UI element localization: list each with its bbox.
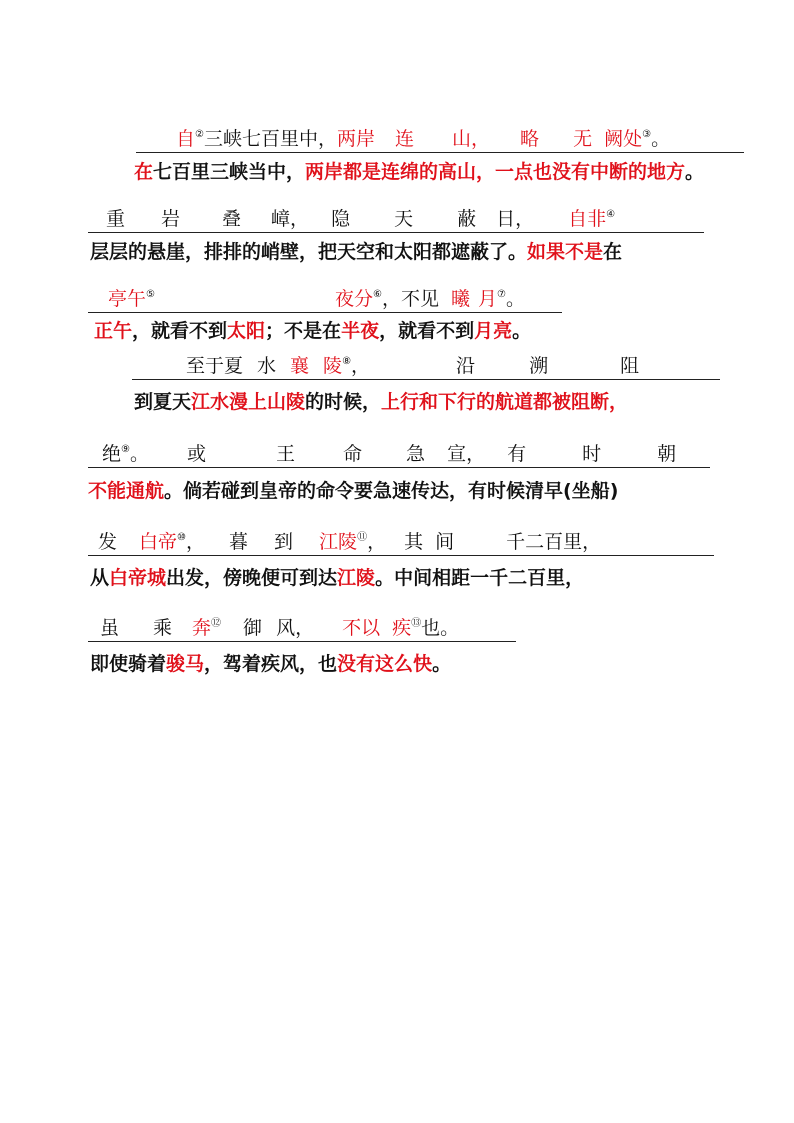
translation-segment: 。: [512, 320, 532, 342]
footnote-marker: ③: [642, 129, 652, 140]
translation-line-5: [88, 479, 618, 503]
original-word: 沿: [456, 355, 476, 377]
translation-segment: 骏马: [166, 653, 205, 675]
original-word: 自: [176, 128, 196, 150]
original-word: 疾: [392, 617, 412, 639]
original-word: 到: [274, 531, 294, 553]
original-line-4: [186, 354, 639, 378]
translation-segment: 不能通航: [88, 480, 165, 502]
translation-segment: 正午: [94, 320, 133, 342]
translation-segment: 两岸都是连绵的高山，一点也没有中断的地方: [305, 161, 686, 183]
original-word: 阻: [620, 355, 640, 377]
translation-segment: 月亮: [474, 320, 513, 342]
footnote-marker: ②: [195, 129, 204, 140]
original-line-1: [176, 127, 670, 151]
original-word: 。: [129, 443, 149, 465]
footnote-marker: ⑥: [373, 289, 382, 300]
original-word: 朝: [657, 443, 677, 465]
translation-segment: 层层的悬崖，排排的峭壁，把天空和太阳都遮蔽了。: [90, 241, 528, 263]
original-word: 白帝: [139, 531, 178, 553]
translation-line-6: [90, 566, 584, 590]
original-word: 奔: [192, 617, 212, 639]
translation-line-1: [134, 160, 704, 184]
original-word: 三峡七百里中，: [203, 128, 337, 150]
original-word: 王: [276, 443, 296, 465]
original-word: 自非: [568, 208, 607, 230]
original-line-7: [100, 616, 459, 640]
original-word: ，: [351, 355, 371, 377]
translation-line-2: [90, 240, 622, 264]
original-line-3: [108, 287, 525, 311]
original-word: 暮: [229, 531, 249, 553]
translation-segment: ；不是在: [265, 320, 342, 342]
original-line-6: [98, 530, 601, 554]
original-word: 亭午: [108, 288, 147, 310]
original-line-5: [102, 442, 676, 466]
original-word: 虽: [100, 617, 120, 639]
original-word: 夜分: [334, 288, 373, 310]
original-word: 风，: [276, 617, 315, 639]
translation-segment: 如果不是: [527, 241, 604, 263]
translation-segment: 出发，傍晚便可到达: [166, 567, 338, 589]
original-word: 陵: [323, 355, 343, 377]
original-word: 有: [507, 443, 527, 465]
original-word: 叠: [222, 208, 242, 230]
original-word: 急: [406, 443, 426, 465]
translation-segment: 从: [90, 567, 110, 589]
translation-segment: 太阳: [227, 320, 266, 342]
translation-segment: 半夜: [341, 320, 380, 342]
original-word: 间: [435, 531, 455, 553]
underline-rule: [88, 555, 714, 556]
original-word: 日，: [496, 208, 535, 230]
original-word: 阙处: [604, 128, 643, 150]
translation-segment: 江陵: [337, 567, 376, 589]
original-word: 时: [582, 443, 602, 465]
original-word: 江陵: [319, 531, 358, 553]
original-word: 水: [257, 355, 277, 377]
original-word: 。: [505, 288, 525, 310]
original-word: 绝: [102, 443, 122, 465]
translation-segment: 。倘若碰到皇帝的命令要急速传达，有时候清早(坐船): [164, 480, 619, 502]
original-word: 其: [404, 531, 424, 553]
translation-segment: 的时候，: [305, 391, 382, 413]
original-word: 千二百里，: [506, 531, 602, 553]
original-word: 襄: [290, 355, 310, 377]
underline-rule: [136, 152, 744, 153]
translation-segment: 。: [685, 161, 705, 183]
footnote-marker: ⑤: [146, 289, 155, 300]
original-word: 山，: [452, 128, 491, 150]
original-word: 不以: [342, 617, 381, 639]
translation-segment: 没有这么快: [337, 653, 433, 675]
original-word: 隐: [331, 208, 351, 230]
original-word: 嶂，: [271, 208, 310, 230]
original-word: 曦: [450, 288, 470, 310]
translation-segment: 在: [603, 241, 623, 263]
original-word: 略: [520, 128, 540, 150]
original-word: 蔽: [457, 208, 477, 230]
original-word: 。: [651, 128, 671, 150]
translation-segment: ，就看不到: [379, 320, 475, 342]
translation-line-3: [94, 319, 531, 343]
original-word: 天: [394, 208, 414, 230]
translation-segment: ，就看不到: [132, 320, 228, 342]
original-word: 乘: [153, 617, 173, 639]
original-word: 无: [573, 128, 593, 150]
original-word: 御: [243, 617, 263, 639]
original-word: 溯: [529, 355, 549, 377]
original-word: ，: [186, 531, 206, 553]
footnote-marker: ⑬: [411, 618, 422, 629]
original-word: ，不见: [381, 288, 439, 310]
translation-segment: 。中间相距一千二百里，: [375, 567, 585, 589]
translation-segment: 即使骑着: [90, 653, 167, 675]
translation-segment: 到夏天: [134, 391, 192, 413]
translation-line-7: [90, 652, 451, 676]
original-word: 或: [187, 443, 207, 465]
original-word: 至于夏: [186, 355, 244, 377]
footnote-marker: ⑧: [342, 356, 352, 367]
underline-rule: [88, 312, 562, 313]
original-line-2: [106, 207, 615, 231]
translation-segment: 七百里三峡当中，: [153, 161, 306, 183]
original-word: 也。: [421, 617, 460, 639]
original-word: 岩: [161, 208, 181, 230]
original-word: 命: [343, 443, 363, 465]
underline-rule: [88, 467, 710, 468]
footnote-marker: ⑨: [121, 444, 130, 455]
original-word: 两岸: [337, 128, 376, 150]
underline-rule: [88, 641, 516, 642]
footnote-marker: ⑩: [177, 532, 186, 543]
underline-rule: [132, 379, 720, 380]
translation-segment: 。: [432, 653, 452, 675]
translation-segment: 在: [134, 161, 154, 183]
original-word: 重: [106, 208, 126, 230]
translation-segment: 江水漫上山陵: [191, 391, 306, 413]
translation-segment: 上行和下行的航道都被阻断，: [381, 391, 629, 413]
original-word: 宣，: [447, 443, 486, 465]
footnote-marker: ⑦: [497, 289, 506, 300]
underline-rule: [88, 232, 704, 233]
translation-segment: ，驾着疾风，也: [204, 653, 338, 675]
footnote-marker: ⑪: [357, 532, 368, 543]
footnote-marker: ⑫: [211, 618, 222, 629]
original-word: 月: [478, 288, 498, 310]
translation-line-4: [134, 390, 628, 414]
translation-segment: 白帝城: [109, 567, 167, 589]
original-word: ，: [367, 531, 387, 553]
footnote-marker: ④: [606, 209, 616, 220]
original-word: 连: [395, 128, 415, 150]
original-word: 发: [98, 531, 118, 553]
